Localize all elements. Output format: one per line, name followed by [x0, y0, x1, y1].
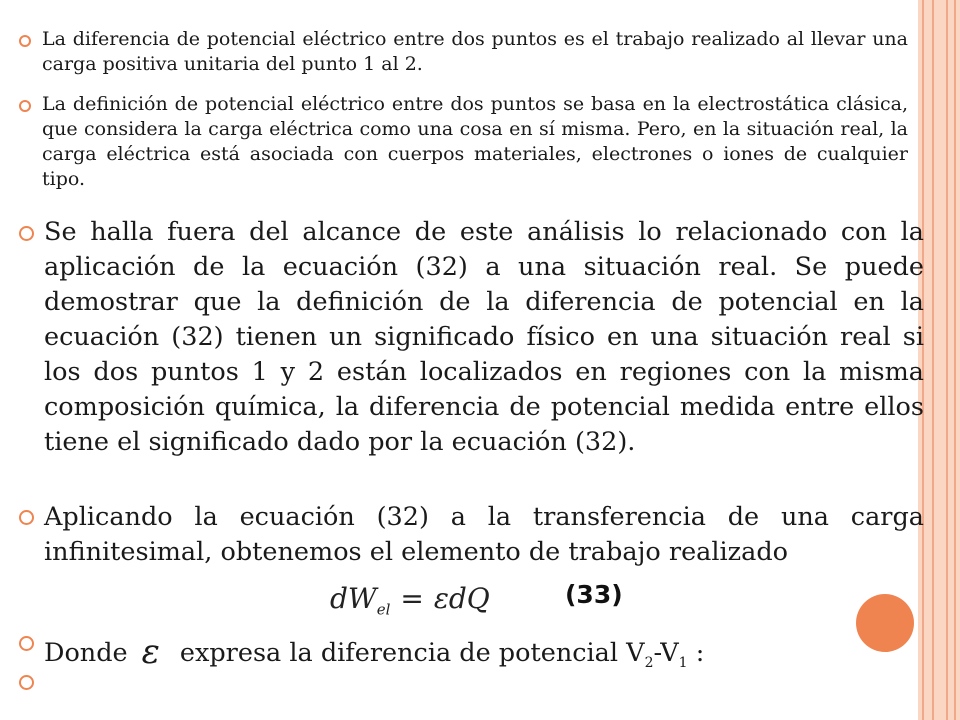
donde-sub-2: 2	[644, 655, 654, 672]
equation-rhs: εdQ	[433, 582, 490, 615]
donde-suffix: :	[687, 638, 705, 668]
bullet-icon	[19, 510, 34, 525]
equation-33	[330, 582, 490, 619]
bullet-text: Se halla fuera del alcance de este análisis lo relacionado con la aplicación de la ecuación (32) a una situación real. Se puede demostrar que la definición de la diferencia de potencial en la ecuación (32) tienen un significado físico en una situación real si los dos puntos 1 y 2 están localizados en regiones con la misma composición química, la diferencia de potencial medida entre ellos tiene el significado dado por la ecuación (32).	[44, 217, 924, 457]
stripe-line	[954, 0, 956, 720]
decorative-circle	[856, 594, 914, 652]
bullet-text: La diferencia de potencial eléctrico entre dos puntos es el trabajo realizado al llevar una carga positiva unitaria del punto 1 al 2.	[42, 28, 908, 75]
bullet-icon	[19, 35, 31, 47]
donde-mid: -V	[653, 638, 679, 668]
right-decorative-stripes	[918, 0, 960, 720]
donde-line	[44, 630, 704, 671]
bullet-text: Aplicando la ecuación (32) a la transferencia de una carga infinitesimal, obtenemos el elemento de trabajo realizado	[44, 502, 924, 567]
bullet-icon	[19, 100, 31, 112]
epsilon-symbol: ε	[141, 632, 160, 672]
bullet-icon	[19, 636, 34, 651]
equation-number: (33)	[565, 580, 623, 609]
bullet-icon	[19, 675, 34, 690]
donde-prefix: Donde	[44, 638, 128, 668]
equation-operator: =	[400, 582, 424, 615]
donde-sub-1: 1	[678, 655, 688, 672]
equation-lhs-subscript: el	[376, 600, 391, 619]
bullet-icon	[19, 226, 34, 241]
bullet-text: La definición de potencial eléctrico entre dos puntos se basa en la electrostática clásica, que considera la carga eléctrica como una cosa en sí misma. Pero, en la situación real, la carga eléctrica está asociada con cuerpos materiales, electrones o iones de cualquier tipo.	[42, 93, 908, 190]
donde-text: expresa la diferencia de potencial V	[179, 638, 645, 668]
stripe-line	[932, 0, 934, 720]
equation-lhs: dW	[330, 582, 377, 615]
stripe-line	[946, 0, 948, 720]
